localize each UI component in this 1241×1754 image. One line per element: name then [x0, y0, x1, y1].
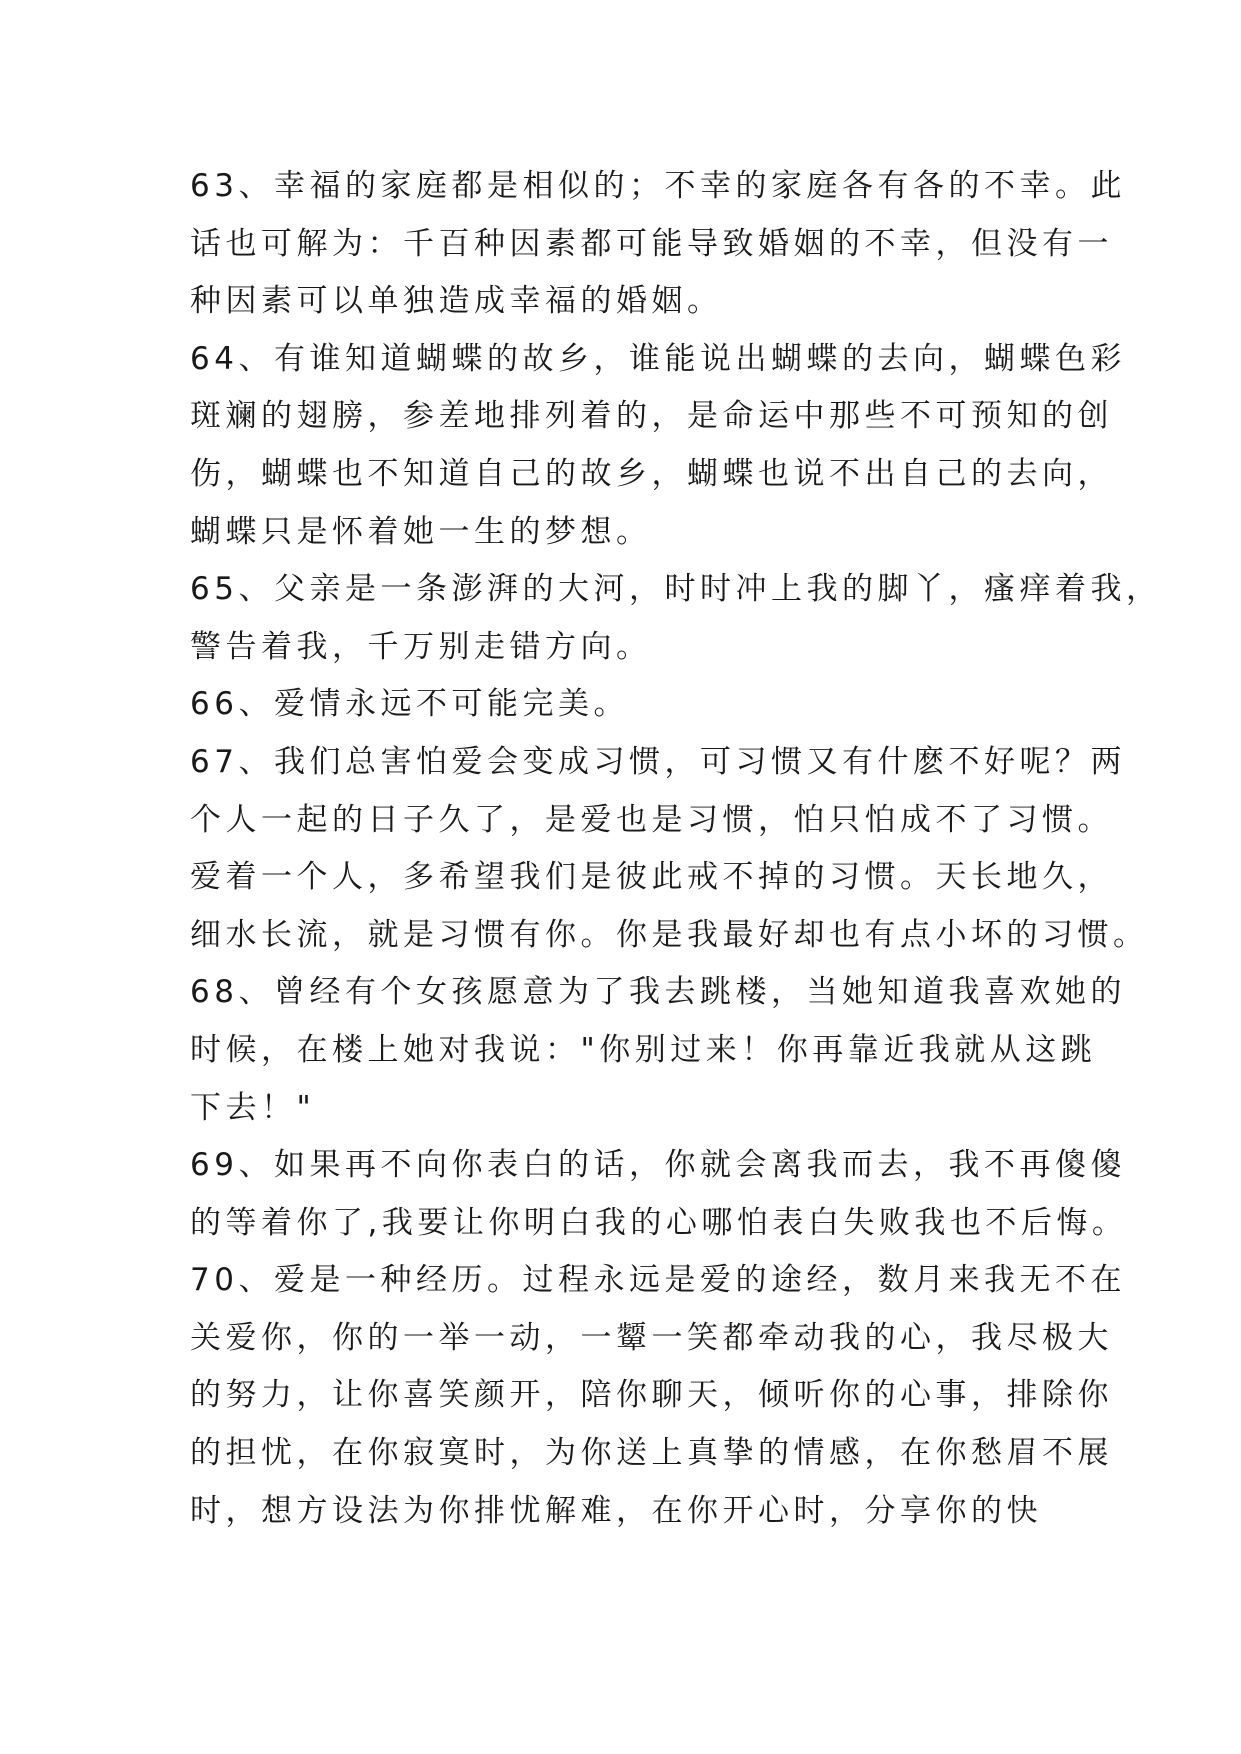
- text-line: 时候，在楼上她对我说："你别过来！你再靠近我就从这跳: [190, 1031, 1097, 1068]
- text-line: 关爱你，你的一举一动，一颦一笑都牵动我的心，我尽极大: [190, 1319, 1113, 1356]
- text-line: 67、我们总害怕爱会变成习惯，可习惯又有什麽不好呢？两: [190, 743, 1126, 780]
- document-body: [190, 158, 1162, 1540]
- text-line: 69、如果再不向你表白的话，你就会离我而去，我不再傻傻: [190, 1147, 1126, 1184]
- text-line: 65、父亲是一条澎湃的大河，时时冲上我的脚丫，瘙痒着我，: [190, 571, 1162, 608]
- text-line: 斑斓的翅膀，参差地排列着的，是命运中那些不可预知的创: [190, 398, 1113, 435]
- text-line: 64、有谁知道蝴蝶的故乡，谁能说出蝴蝶的去向，蝴蝶色彩: [190, 340, 1126, 377]
- text-line: 伤，蝴蝶也不知道自己的故乡，蝴蝶也说不出自己的去向，: [190, 455, 1113, 492]
- text-line: 细水长流，就是习惯有你。你是我最好却也有点小坏的习惯。: [190, 916, 1149, 953]
- text-line: 蝴蝶只是怀着她一生的梦想。: [190, 513, 652, 550]
- text-line: 警告着我，千万别走错方向。: [190, 628, 652, 665]
- text-line: 话也可解为：千百种因素都可能导致婚姻的不幸，但没有一: [190, 225, 1113, 262]
- text-line: 的努力，让你喜笑颜开，陪你聊天，倾听你的心事，排除你: [190, 1377, 1113, 1414]
- text-line: 70、爱是一种经历。过程永远是爱的途经，数月来我无不在: [190, 1262, 1126, 1299]
- text-line: 时，想方设法为你排忧解难，在你开心时，分享你的快: [190, 1492, 1042, 1529]
- text-line: 爱着一个人，多希望我们是彼此戒不掉的习惯。天长地久，: [190, 859, 1113, 896]
- text-line: 66、爱情永远不可能完美。: [190, 686, 629, 723]
- text-line: 的担忧，在你寂寞时，为你送上真挚的情感，在你愁眉不展: [190, 1435, 1113, 1472]
- text-line: 63、幸福的家庭都是相似的；不幸的家庭各有各的不幸。此: [190, 168, 1126, 204]
- text-line: 68、曾经有个女孩愿意为了我去跳楼，当她知道我喜欢她的: [190, 974, 1126, 1011]
- text-line: 个人一起的日子久了，是爱也是习惯，怕只怕成不了习惯。: [190, 801, 1113, 838]
- text-line: 的等着你了,我要让你明白我的心哪怕表白失败我也不后悔。: [190, 1204, 1128, 1241]
- text-line: 下去！": [190, 1089, 316, 1126]
- text-line: 种因素可以单独造成幸福的婚姻。: [190, 283, 723, 320]
